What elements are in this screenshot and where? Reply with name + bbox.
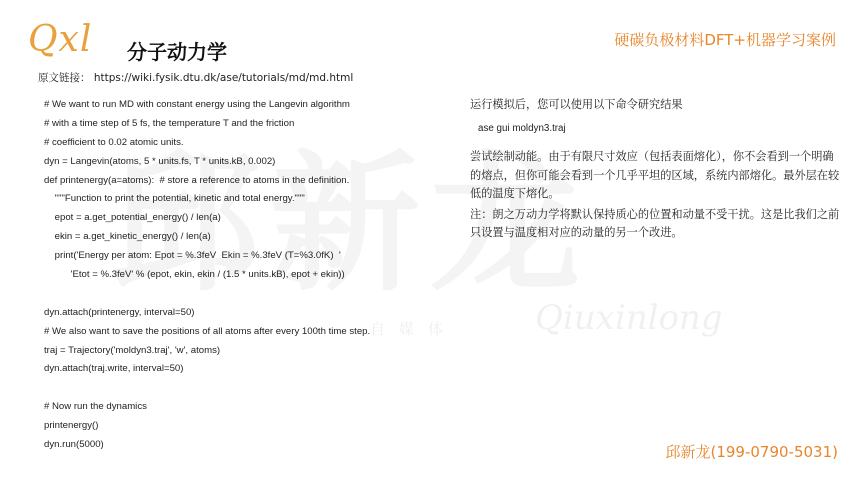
page-title: 分子动力学 (127, 40, 227, 64)
code-line (44, 285, 444, 304)
command-text: ase gui moldyn3.traj (478, 123, 566, 134)
code-line: # Now run the dynamics (44, 401, 147, 413)
series-title: 硬碳负极材料DFT+机器学习案例 (614, 31, 836, 49)
watermark-subtext: 自媒体 (370, 320, 458, 338)
logo: Qxl (28, 19, 93, 60)
source-label: 原文链接： (38, 72, 91, 84)
code-line: ekin = a.get_kinetic_energy() / len(a) (44, 231, 211, 243)
code-line: dyn.attach(traj.write, interval=50) (44, 363, 184, 375)
code-line: dyn = Langevin(atoms, 5 * units.fs, T * units.kB, 0.002) (44, 155, 276, 167)
code-line: 'Etot = %.3feV' % (epot, ekin, ekin / (1.5 * units.kB), epot + ekin)) (44, 269, 345, 281)
code-line: print('Energy per atom: Epot = %.3feV Ekin = %.3feV (T=%3.0fK) ' (44, 250, 341, 262)
code-line: # coefficient to 0.02 atomic units. (44, 136, 184, 148)
code-line: # with a time step of 5 fs, the temperature T and the friction (44, 117, 295, 129)
source-url[interactable]: https://wiki.fysik.dtu.dk/ase/tutorials/md/md.html (93, 72, 354, 84)
run-intro-text: 运行模拟后，您可以使用以下命令研究结果 (470, 98, 683, 111)
code-block (44, 96, 444, 455)
code-line: # We want to run MD with constant energy using the Langevin algorithm (44, 99, 350, 110)
contact-info: 邱新龙(199-0790-5031) (665, 443, 838, 461)
code-line: dyn.attach(printenergy, interval=50) (44, 306, 195, 318)
code-line: """Function to print the potential, kinetic and total energy.""" (44, 193, 305, 205)
code-line: traj = Trajectory('moldyn3.traj', 'w', atoms) (44, 344, 221, 356)
code-line: printenergy() (44, 420, 99, 432)
code-line: # We also want to save the positions of all atoms after every 100th time step. (44, 325, 371, 337)
source-link (38, 70, 353, 85)
watermark-script: Qiuxinlong (535, 298, 723, 338)
code-line (44, 379, 444, 398)
notes-column (470, 96, 840, 243)
paragraph-note: 注：朗之万动力学将默认保持质心的位置和动量不受干扰。这是比我们之前只设置与温度相对应的动量的另一个改进。 (470, 207, 840, 239)
code-line: epot = a.get_potential_energy() / len(a) (44, 212, 221, 224)
code-line: dyn.run(5000) (44, 439, 104, 451)
code-line: def printenergy(a=atoms): # store a reference to atoms in the definition. (44, 174, 350, 186)
paragraph-melting: 尝试绘制动能。由于有限尺寸效应（包括表面熔化），你不会看到一个明确的熔点，但你可能会看到一个几乎平坦的区域，系统内部熔化。最外层在较低的温度下熔化。 (470, 150, 840, 200)
